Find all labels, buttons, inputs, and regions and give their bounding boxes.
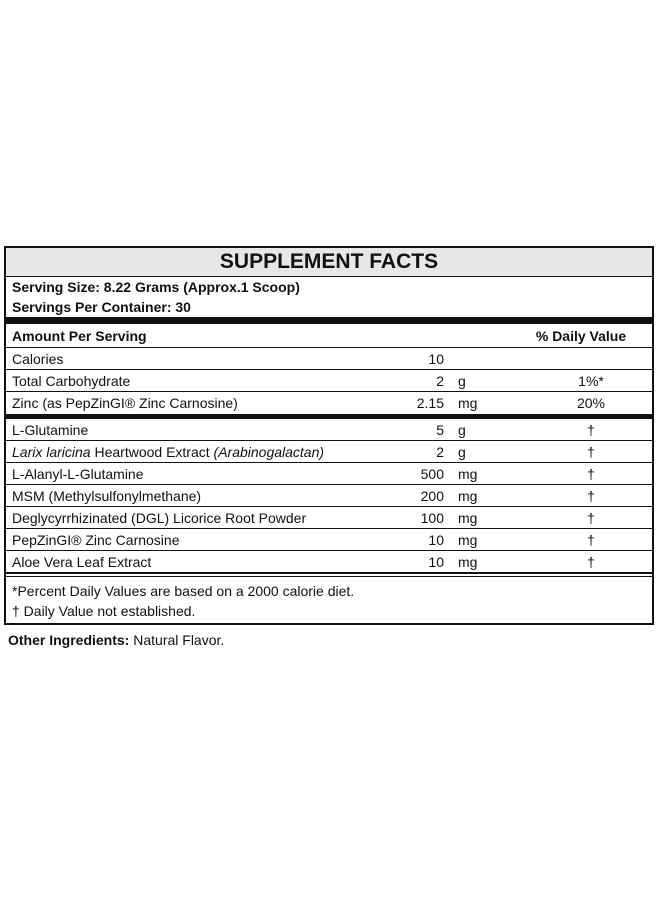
ingredient-amount: 2 — [436, 444, 444, 460]
ingredient-amount: 5 — [436, 422, 444, 438]
ingredient-unit: mg — [458, 554, 478, 570]
table-row — [6, 551, 652, 573]
nutrient-amount: 2 — [436, 373, 444, 389]
ingredient-name-mid: Heartwood Extract — [90, 444, 214, 460]
table-row — [6, 370, 652, 392]
panel-title: SUPPLEMENT FACTS — [6, 248, 652, 277]
nutrient-unit: g — [458, 373, 466, 389]
nutrient-name: Zinc (as PepZinGI® Zinc Carnosine) — [12, 395, 238, 411]
ingredient-unit: mg — [458, 510, 478, 526]
nutrient-unit: mg — [458, 395, 478, 411]
other-ingredients-label: Other Ingredients: — [8, 632, 130, 648]
nutrient-dv: 20% — [576, 395, 606, 411]
other-ingredients — [8, 630, 224, 650]
divider-thick — [6, 317, 652, 324]
ingredient-amount: 10 — [428, 532, 444, 548]
ingredient-dv: † — [587, 444, 595, 460]
table-row — [6, 507, 652, 529]
ingredient-amount: 500 — [420, 466, 444, 482]
ingredient-dv: † — [587, 554, 595, 570]
table-row — [6, 392, 652, 414]
ingredient-unit: g — [458, 422, 466, 438]
ingredient-name: Deglycyrrhizinated (DGL) Licorice Root Powder — [12, 510, 307, 526]
ingredient-dv: † — [587, 510, 595, 526]
table-row — [6, 441, 652, 463]
ingredient-dv: † — [587, 488, 595, 504]
ingredient-unit: mg — [458, 466, 478, 482]
ingredient-name: Aloe Vera Leaf Extract — [12, 554, 152, 570]
supplement-facts-panel — [4, 246, 654, 625]
ingredient-unit: mg — [458, 488, 478, 504]
ingredient-amount: 10 — [428, 554, 444, 570]
footnote-percent-dv: *Percent Daily Values are based on a 2000 calorie diet. — [12, 583, 355, 599]
nutrient-name: Calories — [12, 351, 64, 367]
ingredient-amount: 200 — [420, 488, 444, 504]
amount-per-serving-header: Amount Per Serving — [12, 328, 147, 344]
servings-per-container: Servings Per Container: 30 — [12, 299, 191, 315]
table-row — [6, 463, 652, 485]
nutrient-name: Total Carbohydrate — [12, 373, 131, 389]
ingredient-unit: mg — [458, 532, 478, 548]
ingredient-dv: † — [587, 422, 595, 438]
ingredient-amount: 100 — [420, 510, 444, 526]
table-row — [6, 348, 652, 370]
other-ingredients-value: Natural Flavor. — [129, 632, 225, 648]
divider-thin — [6, 573, 652, 574]
nutrient-amount: 2.15 — [416, 395, 444, 411]
ingredient-name: MSM (Methylsulfonylmethane) — [12, 488, 202, 504]
ingredient-name: L-Alanyl-L-Glutamine — [12, 466, 144, 482]
serving-size: Serving Size: 8.22 Grams (Approx.1 Scoop) — [12, 279, 300, 295]
table-row — [6, 529, 652, 551]
ingredient-dv: † — [587, 532, 595, 548]
footnote-dv-not-established: † Daily Value not established. — [12, 603, 196, 619]
table-row — [6, 485, 652, 507]
footnotes — [6, 577, 652, 623]
ingredient-name: L-Glutamine — [12, 422, 89, 438]
nutrient-amount: 10 — [428, 351, 444, 367]
ingredient-unit: g — [458, 444, 466, 460]
ingredient-name — [12, 441, 324, 463]
ingredient-name-latin: Larix laricina — [12, 444, 91, 460]
table-header-row — [6, 324, 652, 348]
table-row — [6, 419, 652, 441]
ingredient-dv: † — [587, 466, 595, 482]
nutrient-dv: 1%* — [578, 373, 604, 389]
ingredient-name: PepZinGI® Zinc Carnosine — [12, 532, 180, 548]
ingredient-name-parenthetical: (Arabinogalactan) — [213, 444, 325, 460]
daily-value-header: % Daily Value — [535, 328, 627, 344]
